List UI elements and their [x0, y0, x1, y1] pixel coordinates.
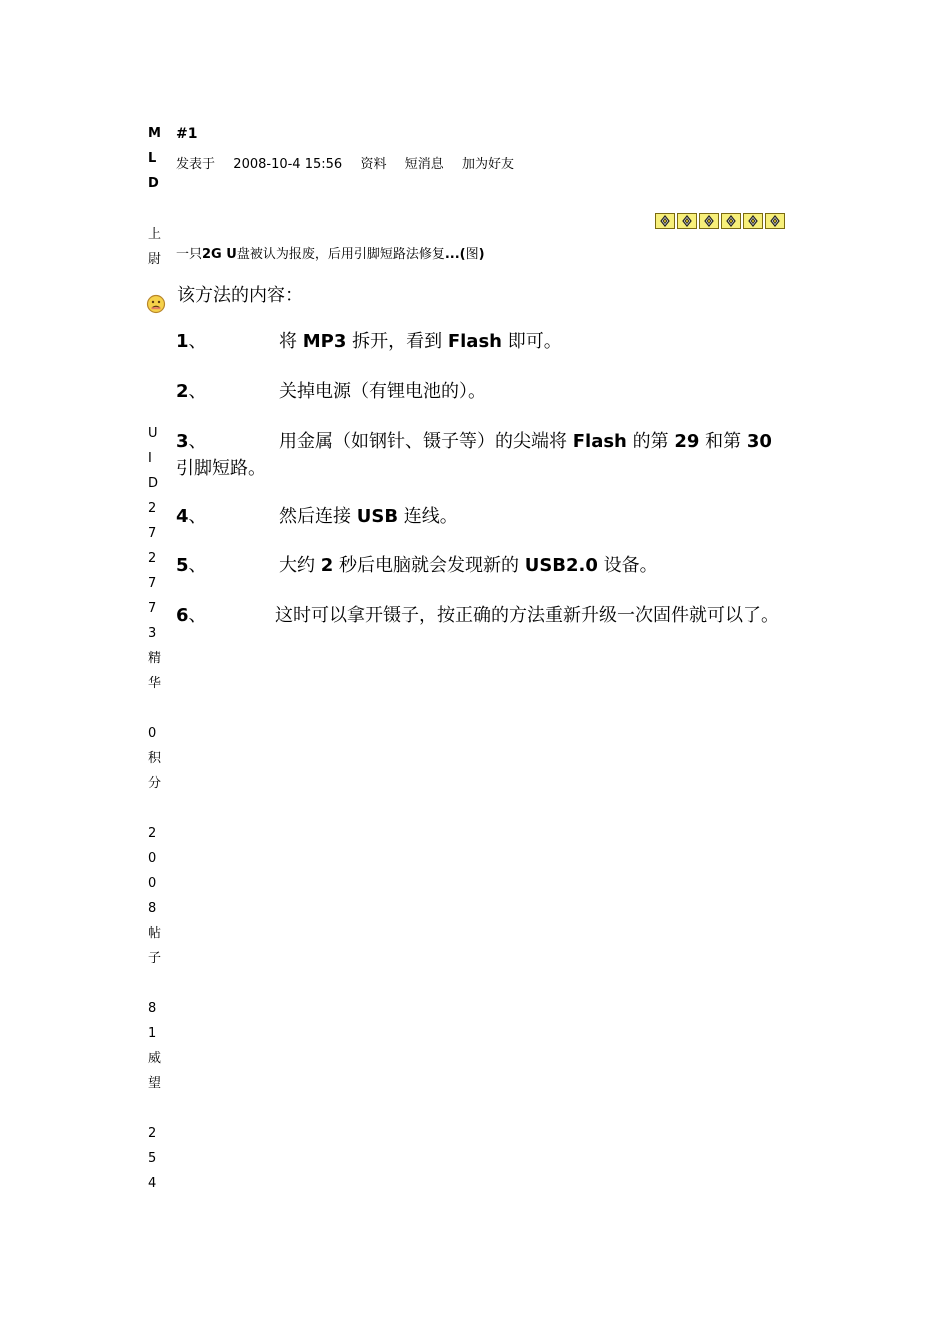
intro-text: 该方法的内容： — [177, 285, 303, 306]
step-text-bold: USB2.0 — [524, 555, 598, 576]
step-text-bold: MP3 — [302, 331, 347, 352]
step-separator: 、 — [188, 381, 207, 402]
username-char: L — [148, 151, 157, 166]
message-link[interactable]: 短消息 — [404, 157, 444, 172]
username-char: M — [148, 126, 161, 141]
title-text: 盘被认为报废，后用引脚短路法修复 — [236, 247, 445, 262]
stats-char: 精 — [148, 651, 162, 666]
stats-char: 7 — [148, 526, 157, 541]
stats-char: 分 — [148, 776, 162, 791]
step-text-part: 和第 — [699, 431, 747, 452]
title-bold: ) — [478, 247, 485, 262]
rank-char: 上 — [148, 227, 162, 242]
stats-char: I — [148, 451, 152, 466]
step-text-bold: 29 — [674, 431, 700, 452]
stats-char: 4 — [148, 1176, 157, 1191]
post-title — [176, 243, 485, 262]
stats-char: U — [148, 426, 158, 441]
step-number: 5 — [176, 555, 189, 576]
step-separator: 、 — [188, 431, 207, 452]
step-number: 4 — [176, 506, 189, 527]
step-text-part: 然后连接 — [279, 506, 357, 527]
stats-char: 望 — [148, 1076, 162, 1091]
rating-star-icon — [765, 213, 785, 229]
step-item — [176, 327, 562, 353]
step-text — [279, 427, 772, 453]
rating-icons — [655, 213, 785, 229]
title-bold: 2G U — [202, 247, 237, 262]
rating-star-icon — [655, 213, 675, 229]
stats-char: 子 — [148, 951, 162, 966]
step-continuation: 引脚短路。 — [176, 458, 266, 479]
title-bold: ...( — [444, 247, 466, 262]
step-number: 1 — [176, 331, 189, 352]
step-text — [279, 327, 562, 353]
smiley-face-icon — [146, 294, 166, 314]
step-text-part: 连线。 — [398, 506, 458, 527]
post-number[interactable]: #1 — [176, 126, 198, 142]
step-text-part: 关掉电源（有锂电池的）。 — [279, 381, 486, 402]
posted-label: 发表于 — [176, 157, 216, 172]
profile-link[interactable]: 资料 — [360, 157, 387, 172]
stats-char: 5 — [148, 1151, 157, 1166]
title-text: 一只 — [176, 247, 203, 262]
stats-char: 2 — [148, 501, 157, 516]
stats-char: 积 — [148, 751, 162, 766]
stats-char: D — [148, 476, 159, 491]
rank-char: 尉 — [148, 252, 162, 267]
step-text — [275, 601, 779, 627]
step-item — [176, 551, 658, 577]
step-text — [279, 551, 658, 577]
step-number: 3 — [176, 431, 189, 452]
step-number: 6 — [176, 605, 189, 626]
rating-star-icon — [721, 213, 741, 229]
step-text — [279, 377, 486, 403]
stats-char: 0 — [148, 851, 157, 866]
step-item — [176, 377, 486, 403]
step-text-part: 设备。 — [597, 555, 658, 576]
step-separator: 、 — [188, 331, 207, 352]
stats-char: 8 — [148, 901, 157, 916]
step-separator: 、 — [188, 555, 207, 576]
posted-time: 2008-10-4 15:56 — [233, 157, 343, 172]
step-text-bold: 2 — [320, 555, 334, 576]
rating-star-icon — [743, 213, 763, 229]
step-text-part: 用金属（如钢针、镊子等）的尖端将 — [279, 431, 573, 452]
step-text-part: 即可。 — [501, 331, 562, 352]
step-text-bold: Flash — [447, 331, 502, 352]
stats-char: 华 — [148, 676, 162, 691]
step-item — [176, 502, 458, 528]
stats-char: 2 — [148, 551, 157, 566]
step-separator: 、 — [188, 605, 207, 626]
stats-char: 1 — [148, 1026, 157, 1041]
step-text — [279, 502, 458, 528]
step-text-bold: Flash — [572, 431, 627, 452]
step-text-part: 这时可以拿开镊子，按正确的方法重新升级一次固件就可以了。 — [275, 605, 779, 626]
step-text-part: 的第 — [626, 431, 675, 452]
stats-char: 帖 — [148, 926, 162, 941]
stats-char: 威 — [148, 1051, 162, 1066]
rating-star-icon — [677, 213, 697, 229]
stats-char: 7 — [148, 576, 157, 591]
stats-char: 7 — [148, 601, 157, 616]
stats-char: 0 — [148, 876, 157, 891]
step-text-bold: 30 — [746, 431, 772, 452]
step-text-part: 将 — [279, 331, 303, 352]
username-char: D — [148, 176, 159, 191]
step-number: 2 — [176, 381, 189, 402]
step-text-part: 大约 — [279, 555, 321, 576]
step-text-bold: USB — [356, 506, 399, 527]
stats-char: 0 — [148, 726, 157, 741]
step-item — [176, 601, 779, 627]
stats-char: 3 — [148, 626, 157, 641]
stats-char: 2 — [148, 1126, 157, 1141]
step-text-part: 拆开，看到 — [346, 331, 448, 352]
post-meta — [176, 153, 514, 172]
step-text-part: 秒后电脑就会发现新的 — [333, 555, 525, 576]
stats-char: 2 — [148, 826, 157, 841]
rating-star-icon — [699, 213, 719, 229]
step-separator: 、 — [188, 506, 207, 527]
add-friend-link[interactable]: 加为好友 — [462, 157, 515, 172]
title-text: 图 — [465, 247, 479, 262]
step-item — [176, 427, 772, 453]
stats-char: 8 — [148, 1001, 157, 1016]
